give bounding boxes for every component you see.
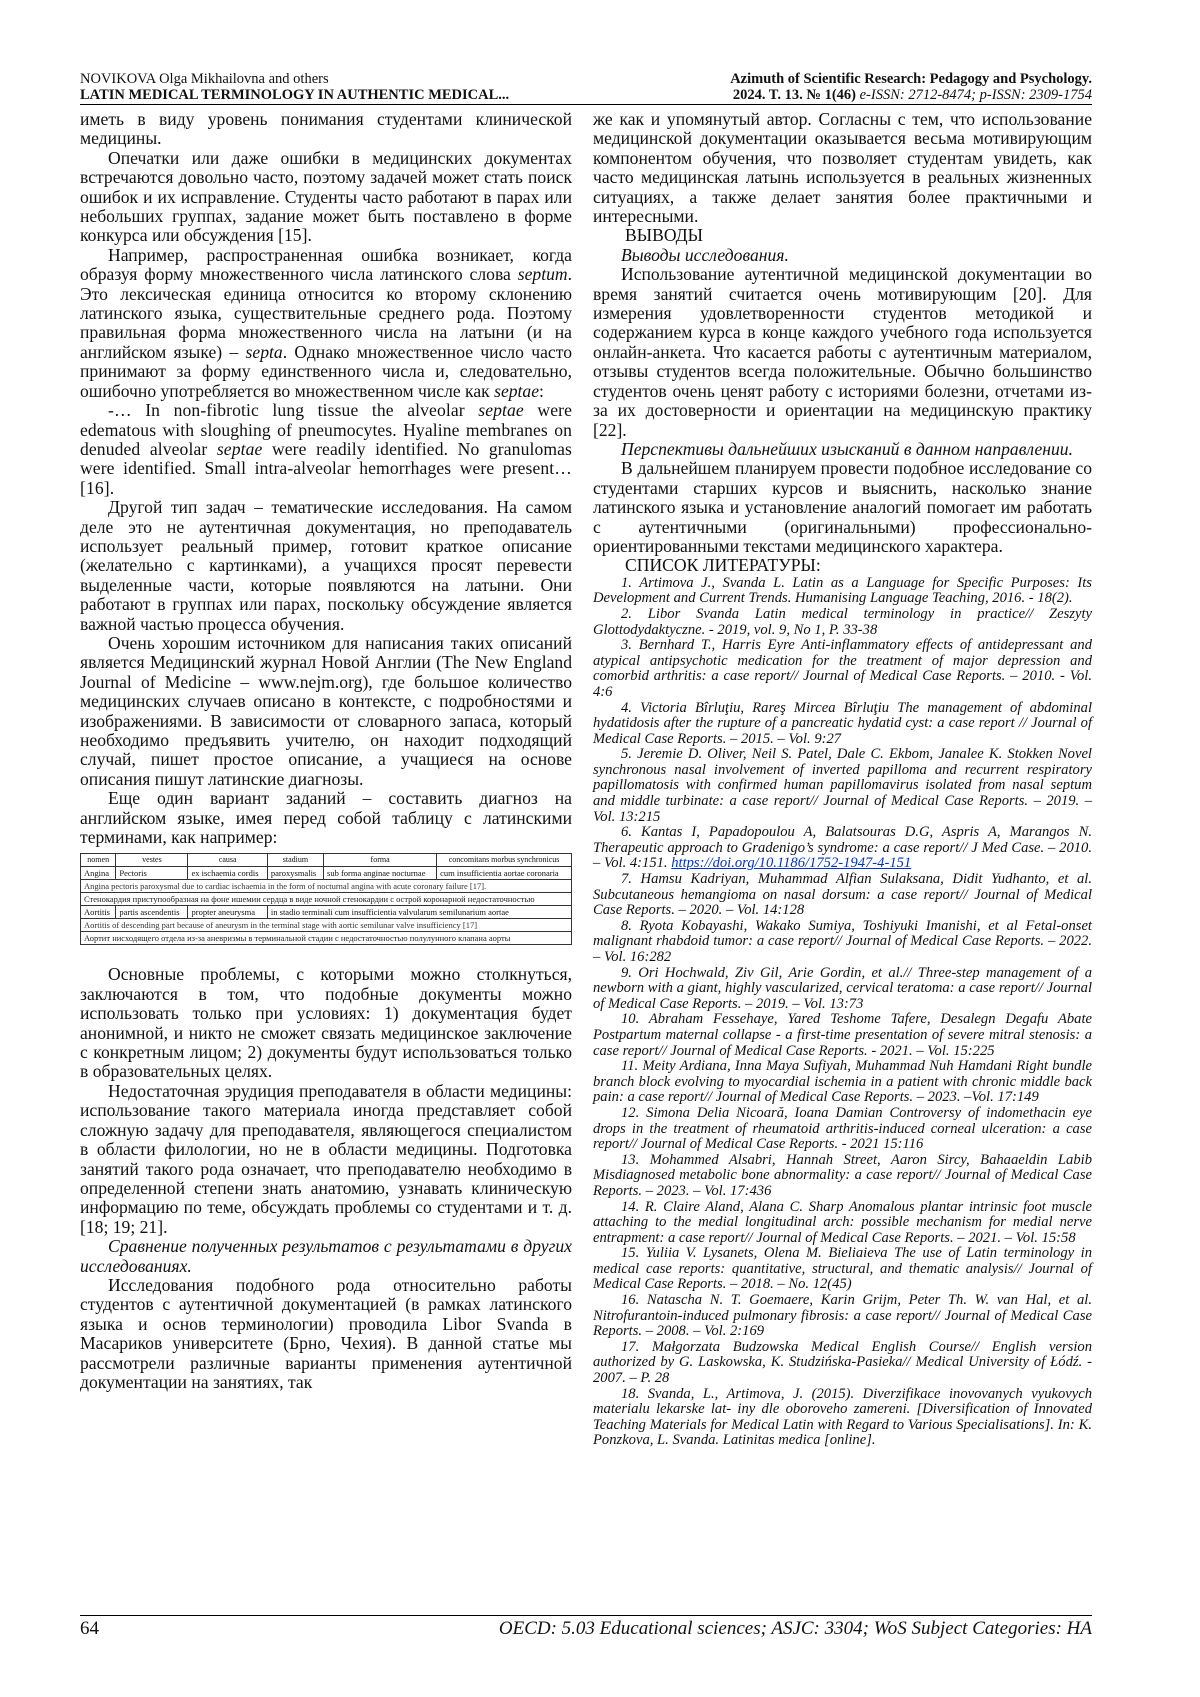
paragraph: Например, распространенная ошибка возникает, когда образуя форму множественного числа латинского слова septum. Это лексическая единица относится ко второму склонению латинского языка, существительные среднего рода. Поэтому правильная форма множественного числа на латыни (и на английском языке) – septa. Однако множественное число часто принимают за форму единственного числа и, следовательно, ошибочно употребляется во множественном числе как septae:	[80, 244, 572, 401]
table-row	[81, 893, 572, 906]
header-issue: 2024. T. 13. № 1(46)	[732, 87, 856, 103]
table-cell: ex ischaemia cordis	[188, 867, 267, 880]
reference-item: 5. Jeremie D. Oliver, Neil S. Patel, Dale C. Ekbom, Janalee K. Stokken Novel synchronous nasal involvement of inverted papilloma and recurrent respiratory papillomatosis with confirmed human papillomavirus isolated from nasal septum and middle turbinate: a case report// Journal of Medical Case Reports. – 2019. – Vol. 13:215	[593, 746, 1092, 825]
case-quote: -… In non-fibrotic lung tissue the alveolar septae were edematous with sloughing of pneumocytes. Hyaline membranes on denuded alveolar septae were readily identified. No granulomas were identified. Small intra-alveolar hemorrhages were present… [16].	[80, 400, 572, 498]
reference-item: 15. Yuliia V. Lysanets, Olena M. Bieliaieva The use of Latin terminology in medical case reports: quantitative, structural, and thematic analysis// Journal of Medical Case Reports. – 2018. – No. 12(45)	[593, 1245, 1092, 1293]
table-header-cell: forma	[324, 854, 437, 867]
reference-list	[593, 576, 1092, 1449]
header-journal: Azimuth of Scientific Research: Pedagogy and Psychology.	[730, 71, 1092, 87]
page-number: 64	[80, 1618, 99, 1639]
reference-item: 8. Ryota Kobayashi, Wakako Sumiya, Toshiyuki Imanishi, et al Fetal-onset malignant rhabdoid tumor: a case report// Journal of Medical Case Reports. – 2022. – Vol. 16:282	[593, 917, 1092, 965]
section-subheading: Перспективы дальнейших изысканий в данном направлении.	[621, 438, 1073, 459]
doi-link[interactable]: https://doi.org/10.1186/1752-1947-4-151	[671, 855, 912, 872]
reference-item: 7. Hamsu Kadriyan, Muhammad Alfian Sulaksana, Didit Yudhanto, et al. Subcutaneous hemangioma on nasal dorsum: a case report// Journal of Medical Case Reports. – 2020. – Vol. 14:128	[593, 871, 1092, 919]
header-rule	[80, 104, 1092, 105]
table-header-cell: vestes	[116, 854, 188, 867]
section-heading-references: СПИСОК ЛИТЕРАТУРЫ:	[625, 555, 821, 576]
table-header-cell: concomitans morbus synchronicus	[437, 854, 572, 867]
reference-item: 11. Meity Ardiana, Inna Maya Sufiyah, Muhammad Nuh Hamdani Right bundle branch block evolving to myocardial ischemia in a patient with chronic middle back pain: a case report// Journal of Medical Case Reports. – 2023. –Vol. 17:149	[593, 1058, 1092, 1106]
paragraph: В дальнейшем планируем провести подобное исследование со студентами старших курсов и выяснить, насколько знание латинского языка и установление аналогий помогает им работать с аутентичными (оригинальными) профессионально-ориентированными текстами медицинского характера.	[593, 458, 1092, 556]
reference-item: 1. Artimova J., Svanda L. Latin as a Language for Specific Purposes: Its Development and Current Trends. Humanising Language Teaching, 2016. - 18(2).	[593, 574, 1092, 607]
table-cell-russian: Аортит нисходящего отдела из-за аневризмы в терминальной стадии с недостаточностью полулунного клапана аорты	[81, 932, 572, 945]
table-cell-english: Angina pectoris paroxysmal due to cardiac ischaemia in the form of nocturnal angina with acute coronary failure [17].	[81, 880, 572, 893]
paragraph: иметь в виду уровень понимания студентами клинической медицины.	[80, 109, 572, 149]
table-cell: partis ascendentis	[116, 906, 188, 919]
table-cell: propter aneurysma	[188, 906, 267, 919]
paragraph: Еще один вариант заданий – составить диагноз на английском языке, имея перед собой таблицу с латинскими терминами, как например:	[80, 788, 572, 848]
reference-item: 16. Natascha N. T. Goemaere, Karin Grijm, Peter Th. W. van Hal, et al. Nitrofurantoin-induced pulmonary fibrosis: a case report// Journal of Medical Case Reports. – 2008. – Vol. 2:169	[593, 1292, 1092, 1340]
paragraph: Исследования подобного рода относительно работы студентов с аутентичной документацией (в рамках латинского языка и основ терминологии) проводила Libor Svanda в Масариков университете (Брно, Чехия). В данной статье мы рассмотрели различные варианты применения аутентичной документации на занятиях, так	[80, 1274, 572, 1392]
reference-item: 4. Victoria Bîrluţiu, Rareş Mircea Bîrluţiu The management of abdominal hydatidosis after the rupture of a pancreatic hydatid cyst: a case report // Journal of Medical Case Reports. – 2015. – Vol. 9:27	[593, 699, 1092, 747]
reference-item: 17. Małgorzata Budzowska Medical English Course// English version authorized by G. Laskowska, K. Studzińska-Pasieka// Medical University of Łódź. - 2007. – P. 28	[593, 1338, 1092, 1387]
section-subheading: Сравнение полученных результатов с результатами в других исследованиях.	[80, 1236, 572, 1276]
running-header-right	[640, 71, 1092, 103]
table-cell: Pectoris	[116, 867, 188, 880]
header-article-title: LATIN MEDICAL TERMINOLOGY IN AUTHENTIC MEDICAL...	[80, 87, 510, 103]
reference-item: 13. Mohammed Alsabri, Hannah Street, Aaron Sircy, Bahaaeldin Labib Misdiagnosed metabolic bone abnormality: a case report// Journal of Medical Case Reports. – 2023. – Vol. 17:436	[593, 1151, 1092, 1199]
section-heading-conclusions: ВЫВОДЫ	[625, 225, 703, 246]
header-issn: e-ISSN: 2712-8474; p-ISSN: 2309-1754	[859, 87, 1092, 103]
table-header-cell: nomen	[81, 854, 116, 867]
paragraph: же как и упомянутый автор. Согласны с тем, что использование медицинской документации оказывается весьма мотивирующим компонентом обучения, что позволяет студентам увидеть, как часто медицинская латынь используется в реальных жизненных ситуациях, а также делает занятия более практичными и интересными.	[593, 109, 1092, 227]
table-header-cell: causa	[188, 854, 267, 867]
table-row	[81, 932, 572, 945]
paragraph: Использование аутентичной медицинской документации во время занятий считается очень мотивирующим [20]. Для измерения удовлетворенности студентов методикой и содержанием курса в конце каждого учебного года используется онлайн-анкета. Что касается работы с аутентичным материалом, отзывы студентов всегда положительные. Обычно большинство студентов очень ценят работу с историями болезни, отчетами из-за их достоверности и ориентации на медицинскую практику [22].	[593, 264, 1092, 440]
table-cell: in stadio terminali cum insufficientia valvularum semilunarium aortae	[267, 906, 571, 919]
table-row	[81, 880, 572, 893]
header-author: NOVIKOVA Olga Mikhailovna and others	[80, 71, 329, 87]
page-footer	[80, 1615, 1092, 1639]
paragraph: Другой тип задач – тематические исследования. На самом деле это не аутентичная документация, но преподаватель использует реальный пример, готовит краткое описание (желательно с картинками), а учащихся просят перевести выделенные части, которые появляются на латыни. Они работают в группах или парах, поскольку обсуждение является важной частью процесса обучения.	[80, 497, 572, 634]
table-header-row	[81, 854, 572, 867]
reference-item: 18. Svanda, L., Artimova, J. (2015). Diverzifikace inovovanych vyukovych materialu lekarske lat- iny dle oboroveho zamereni. [Diversification of Innovated Teaching Materials for Medical Latin with Regard to Various Specialisations]. In: K. Ponzkova, L. Svanda. Latinitas medica [online].	[593, 1385, 1092, 1449]
right-column	[593, 110, 1092, 1449]
table-header-cell: stadium	[267, 854, 323, 867]
reference-item: 14. R. Claire Aland, Alana C. Sharp Anomalous plantar intrinsic foot muscle attaching to the medial longitudinal arch: possible mechanism for medial nerve entrapment: a case report// Journal of Medical Case Reports. – 2021. – Vol. 15:58	[593, 1198, 1092, 1246]
running-header-left	[80, 71, 640, 103]
table-cell-english: Aortitis of descending part because of aneurysm in the terminal stage with aortic semilunar valve insufficiency [17]	[81, 919, 572, 932]
latin-terms-table	[80, 853, 572, 945]
left-column	[80, 110, 572, 1392]
table-cell-russian: Стенокардия приступообразная на фоне ишемии сердца в виде ночной стенокардии с острой коронарной недостаточностью	[81, 893, 572, 906]
table-row	[81, 867, 572, 880]
reference-item: 12. Simona Delia Nicoară, Ioana Damian Controversy of indomethacin eye drops in the treatment of rheumatoid arthritis-induced corneal ulceration: a case report// Journal of Medical Case Reports. - 2021 15:116	[593, 1104, 1092, 1153]
paragraph: Основные проблемы, с которыми можно столкнуться, заключаются в том, что подобные документы можно использовать только при условиях: 1) документация будет анонимной, и никто не сможет связать медицинское заключение с конкретным лицом; 2) документы будут использоваться только в образовательных целях.	[80, 964, 572, 1082]
table-cell: Aortitis	[81, 906, 116, 919]
reference-item: 10. Abraham Fessehaye, Yared Teshome Tafere, Desalegn Degafu Abate Postpartum maternal collapse - a first-time presentation of severe mitral stenosis: a case report// Journal of Medical Case Reports. - 2021. – Vol. 15:225	[593, 1011, 1092, 1059]
table-cell: cum insufficientia aortae coronaria	[437, 867, 572, 880]
subject-classification: OECD: 5.03 Educational sciences; ASJC: 3304; WoS Subject Categories: HA	[498, 1618, 1092, 1639]
table-row	[81, 906, 572, 919]
reference-item: 6. Kantas I, Papadopoulou A, Balatsouras D.G, Aspris A, Marangos N. Therapeutic approach to Gradenigo’s syndrome: a case report// J Med Case. – 2010. – Vol. 4:151. https://doi.org/10.1186/1752-1947-4-151	[593, 824, 1092, 872]
paragraph: Очень хорошим источником для написания таких описаний является Медицинский журнал Новой Англии (The New England Journal of Medicine – www.nejm.org), где большое количество медицинских случаев описано в контексте, с подробностями и изображениями. В зависимости от словарного запаса, который необходимо предъявить учителю, он находит подходящий случай, пишет простое описание, а учащиеся на основе описания пишут латинские диагнозы.	[80, 632, 572, 789]
reference-item: 3. Bernhard T., Harris Eyre Anti-inflammatory effects of antidepressant and atypical antipsychotic medication for the treatment of major depression and comorbid arthritis: a case report// Journal of Medical Case Reports. – 2010. - Vol. 4:6	[593, 637, 1092, 700]
reference-item: 9. Ori Hochwald, Ziv Gil, Arie Gordin, et al.// Three-step management of a newborn with a giant, highly vascularized, cervical teratoma: a case report// Journal of Medical Case Reports. – 2019. – Vol. 13:73	[593, 964, 1092, 1012]
table-cell: sub forma anginae nocturnae	[324, 867, 437, 880]
table-cell: Angina	[81, 867, 116, 880]
paragraph: Опечатки или даже ошибки в медицинских документах встречаются довольно часто, поэтому задачей может стать поиск ошибок и их исправление. Студенты часто работают в парах или небольших группах, задание может быть поставлено в форме конкурса или обсуждения [15].	[80, 147, 572, 246]
table-cell: paroxysmalis	[267, 867, 323, 880]
section-subheading: Выводы исследования.	[621, 244, 789, 265]
table-row	[81, 919, 572, 932]
reference-item: 2. Libor Svanda Latin medical terminology in practice// Zeszyty Glottodydaktyczne. - 2019, vol. 9, No 1, P. 33-38	[593, 605, 1092, 638]
paragraph: Недостаточная эрудиция преподавателя в области медицины: использование такого материала иногда представляет собой сложную задачу для преподавателя, являющегося специалистом в области филологии, но не в области медицины. Подготовка занятий такого рода означает, что преподавателю необходимо в определенной степени знать анатомию, узнавать клиническую информацию по теме, обсуждать проблемы со студентами и т. д. [18; 19; 21].	[80, 1080, 572, 1237]
